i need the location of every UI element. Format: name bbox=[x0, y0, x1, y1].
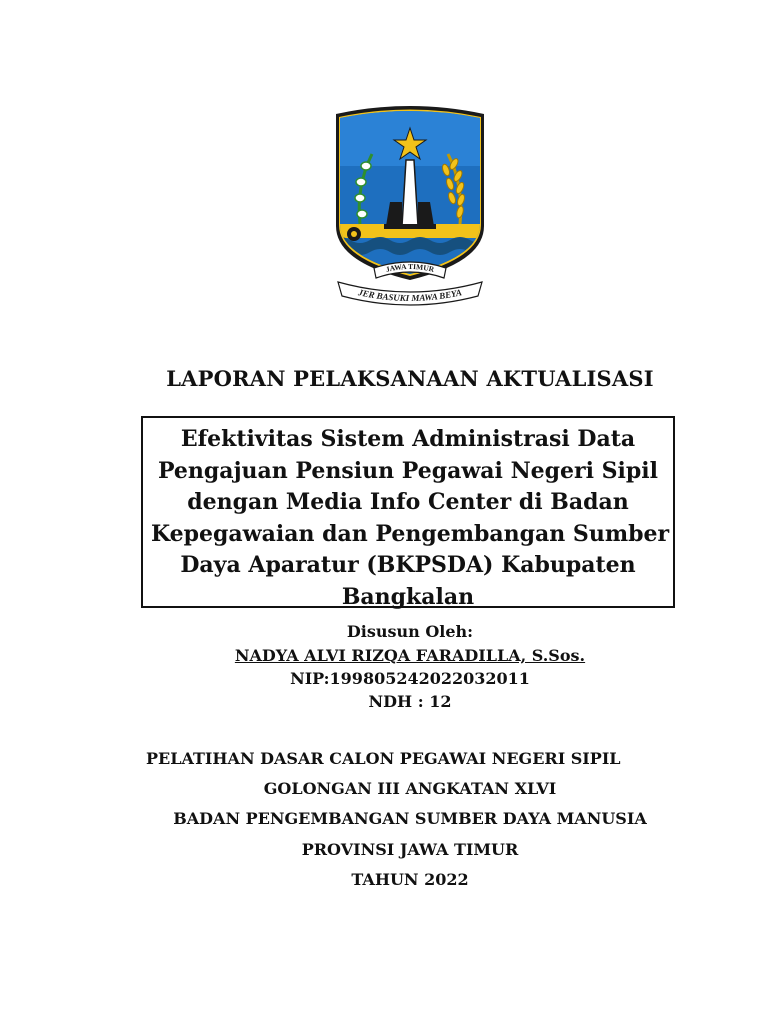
crest-graphic bbox=[330, 106, 490, 306]
author-ndh: NDH : 12 bbox=[368, 692, 452, 711]
title-line: Kepegawaian dan Pengembangan Sumber bbox=[151, 520, 670, 547]
institution-line-3: BADAN PENGEMBANGAN SUMBER DAYA MANUSIA bbox=[173, 809, 647, 828]
institution-line-2: GOLONGAN III ANGKATAN XLVI bbox=[263, 779, 557, 798]
jawa-timur-crest-emblem bbox=[330, 106, 490, 306]
title-line: Daya Aparatur (BKPSDA) Kabupaten bbox=[180, 552, 636, 578]
title-line: Efektivitas Sistem Administrasi Data bbox=[180, 426, 636, 452]
ribbon-bottom-text: JER BASUKI MAWA BEYA bbox=[357, 287, 463, 304]
report-title-box bbox=[141, 416, 675, 608]
author-nip: NIP:199805242022032011 bbox=[290, 669, 530, 688]
institution-line-4: PROVINSI JAWA TIMUR bbox=[301, 840, 519, 859]
report-heading: LAPORAN PELAKSANAAN AKTUALISASI bbox=[166, 366, 654, 391]
author-name: NADYA ALVI RIZQA FARADILLA, S.Sos. bbox=[234, 646, 586, 665]
title-line: dengan Media Info Center di Badan bbox=[187, 489, 629, 515]
ribbon-top-text: JAWA TIMUR bbox=[384, 261, 436, 274]
institution-line-1: PELATIHAN DASAR CALON PEGAWAI NEGERI SIPIL bbox=[146, 749, 621, 768]
institution-year: TAHUN 2022 bbox=[351, 870, 469, 889]
title-line: Pengajuan Pensiun Pegawai Negeri Sipil bbox=[157, 457, 659, 484]
prepared-by-label: Disusun Oleh: bbox=[346, 622, 474, 641]
title-line: Bangkalan bbox=[341, 583, 475, 610]
